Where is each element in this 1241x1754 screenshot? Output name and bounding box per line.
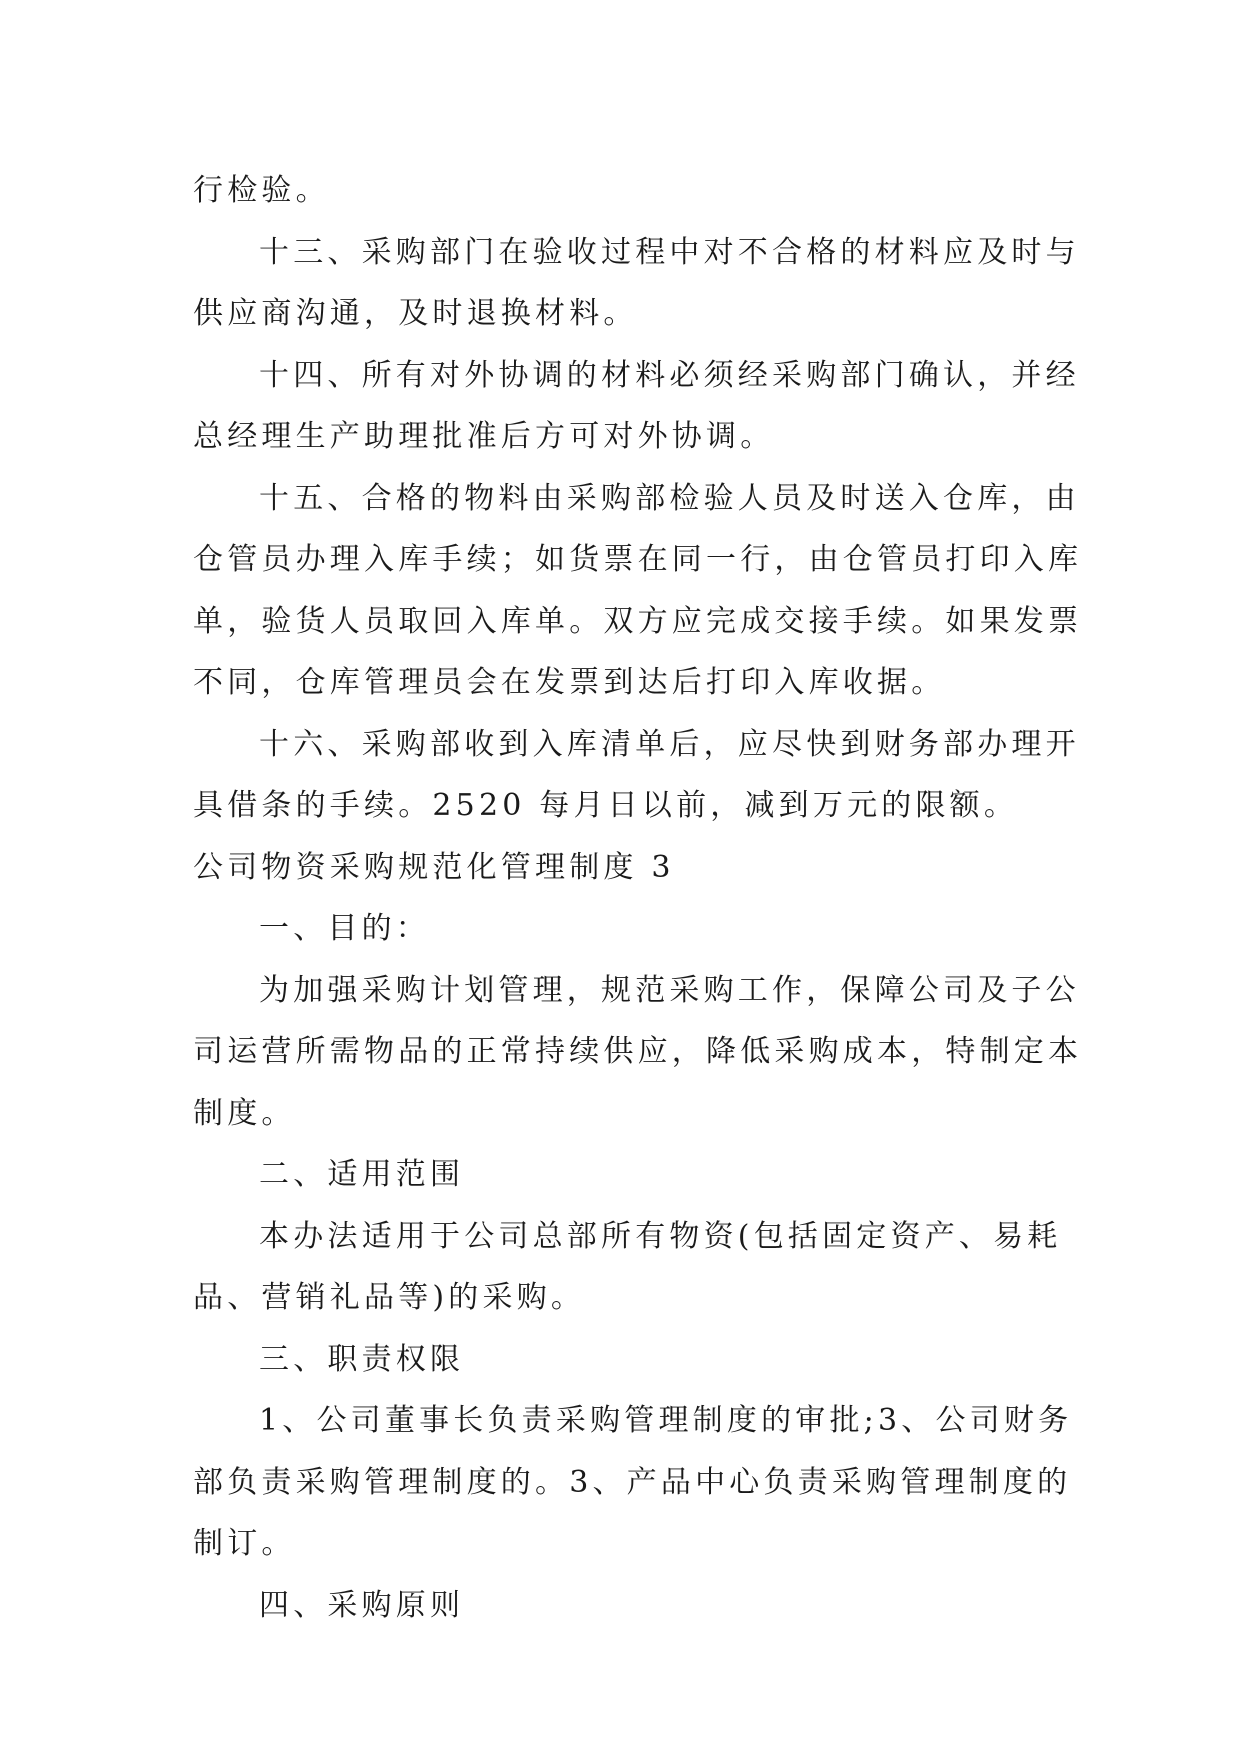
section-title: 公司物资采购规范化管理制度 3 (193, 849, 675, 885)
text-line: 本办法适用于公司总部所有物资(包括固定资产、易耗 (259, 1218, 1062, 1254)
text-line: 司运营所需物品的正常持续供应，降低采购成本，特制定本 (193, 1034, 1083, 1069)
text-line: 十五、合格的物料由采购部检验人员及时送入仓库，由 (259, 480, 1080, 516)
section-heading: 四、采购原则 (259, 1587, 465, 1623)
text-line: 总经理生产助理批准后方可对外协调。 (193, 419, 775, 454)
text-line: 制度。 (193, 1095, 296, 1131)
text-line: 为加强采购计划管理，规范采购工作，保障公司及子公 (259, 972, 1080, 1008)
text-line: 十六、采购部收到入库清单后，应尽快到财务部办理开 (259, 726, 1080, 762)
document-page (193, 160, 1083, 1636)
text-line: 不同，仓库管理员会在发票到达后打印入库收据。 (193, 665, 946, 700)
text-line: 具借条的手续。2520 每月日以前，减到万元的限额。 (193, 788, 1019, 823)
text-line: 制订。 (193, 1526, 296, 1561)
text-line: 行检验。 (193, 173, 330, 208)
text-line: 1、公司董事长负责采购管理制度的审批;3、公司财务 (259, 1403, 1073, 1438)
text-line: 单，验货人员取回入库单。双方应完成交接手续。如果发票 (193, 603, 1083, 639)
section-heading: 三、职责权限 (259, 1341, 465, 1377)
text-line: 仓管员办理入库手续；如货票在同一行，由仓管员打印入库 (193, 542, 1083, 577)
text-line: 十三、采购部门在验收过程中对不合格的材料应及时与 (259, 234, 1080, 270)
text-line: 品、营销礼品等)的采购。 (193, 1280, 586, 1315)
text-line: 供应商沟通，及时退换材料。 (193, 296, 638, 331)
text-line: 部负责采购管理制度的。3、产品中心负责采购管理制度的 (193, 1464, 1072, 1500)
section-heading: 二、适用范围 (259, 1157, 465, 1192)
section-heading: 一、目的： (259, 911, 430, 946)
text-line: 十四、所有对外协调的材料必须经采购部门确认，并经 (259, 357, 1080, 393)
